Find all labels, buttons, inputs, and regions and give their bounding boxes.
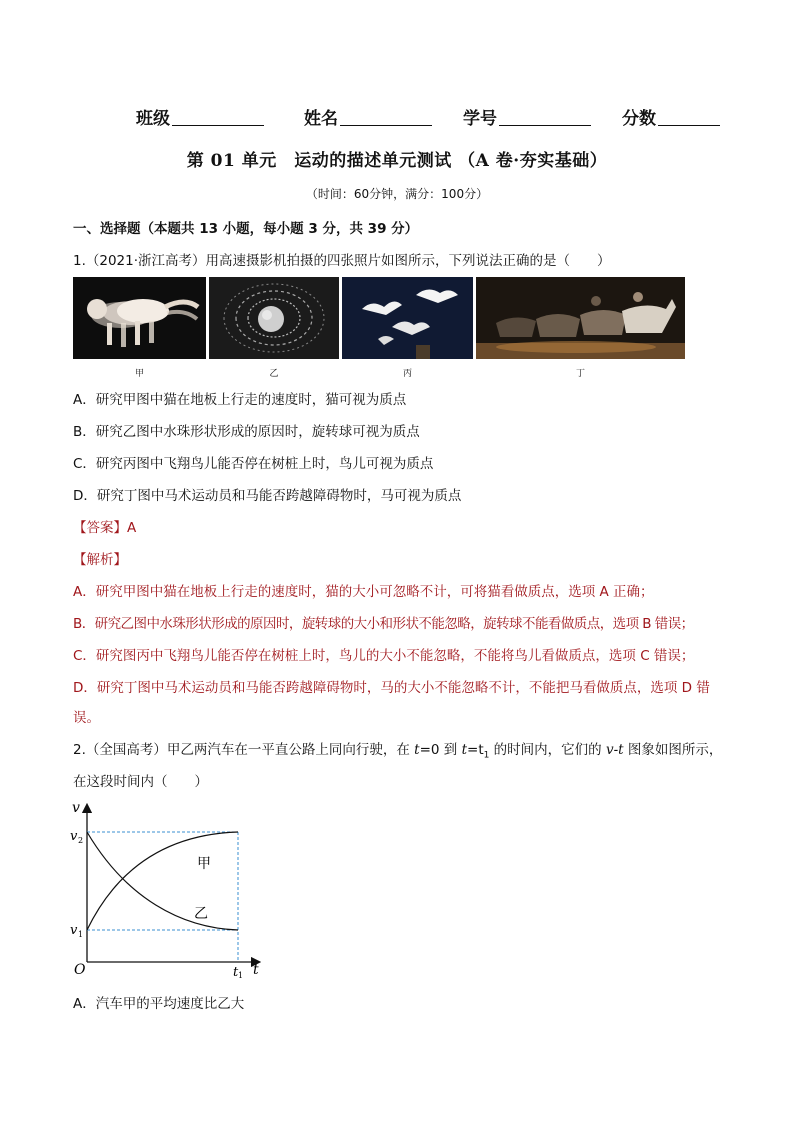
origin-label: O	[74, 962, 86, 978]
label-jia: 甲	[197, 856, 211, 872]
student-id-label: 学号	[463, 109, 497, 129]
q1-stem: 1.（2021·浙江高考）用高速摄影机拍摄的四张照片如图所示，下列说法正确的是（ ）	[73, 253, 611, 269]
q1-analysis-b: B．研究乙图中水珠形状形成的原因时，旋转球的大小和形状不能忽略，旋转球不能看做质点，选项 B 错误；	[73, 616, 694, 632]
v2-sub: 2	[78, 836, 84, 845]
q2-var-vt: v-t	[605, 742, 624, 758]
t1-label: t	[233, 965, 239, 978]
student-info-row	[136, 104, 736, 132]
caption-ding: 丁	[575, 369, 585, 379]
v2-label: v	[70, 829, 78, 844]
t1-sub: 1	[238, 971, 244, 978]
x-axis-label: t	[253, 962, 259, 978]
photo-birds	[342, 277, 473, 359]
class-field	[136, 104, 264, 129]
q1-analysis-a: A．研究甲图中猫在地板上行走的速度时，猫的大小可忽略不计，可将猫看做质点，选项 A 正确；	[73, 584, 654, 600]
spinning-ball-image	[209, 277, 339, 359]
photo-horse	[476, 277, 685, 359]
photo-cat	[73, 277, 206, 359]
class-label: 班级	[136, 109, 170, 129]
q2-stem-part1: 2.（全国高考）甲乙两汽车在一平直公路上同向行驶，在	[73, 742, 415, 758]
name-blank[interactable]	[340, 109, 432, 126]
vt-graph	[66, 798, 266, 978]
q2-var-t: t	[461, 742, 468, 758]
class-blank[interactable]	[172, 109, 264, 126]
q2-eq0: =0 到	[419, 742, 462, 758]
page-subtitle: （时间：60分钟，满分：100分）	[305, 187, 489, 201]
q1-option-d: D．研究丁图中马术运动员和马能否跨越障碍物时，马可视为质点	[73, 488, 462, 504]
q1-answer: 【答案】A	[73, 520, 137, 536]
caption-jia: 甲	[134, 369, 144, 379]
curve-jia	[87, 832, 238, 930]
q2-sub1: 1	[483, 750, 490, 761]
q1-option-b: B．研究乙图中水珠形状形成的原因时，旋转球可视为质点	[73, 424, 420, 440]
q1-analysis-heading: 【解析】	[73, 552, 127, 568]
label-yi: 乙	[194, 906, 208, 922]
q1-option-c: C．研究丙图中飞翔鸟儿能否停在树桩上时，鸟儿可视为质点	[73, 456, 434, 472]
q1-option-a: A．研究甲图中猫在地板上行走的速度时，猫可视为质点	[73, 392, 407, 408]
birds-image	[342, 277, 473, 359]
section-heading: 一、选择题（本题共 13 小题，每小题 3 分，共 39 分）	[73, 221, 419, 237]
score-blank[interactable]	[658, 109, 720, 126]
q2-stem-line2: 在这段时间内（ ）	[73, 774, 208, 790]
q2-option-a: A．汽车甲的平均速度比乙大	[73, 996, 245, 1012]
q2-stem-part2: 的时间内，它们的	[489, 742, 606, 758]
v1-sub: 1	[78, 930, 84, 939]
name-field	[304, 104, 432, 129]
v1-label: v	[70, 923, 78, 938]
caption-bing: 丙	[402, 369, 412, 379]
name-label: 姓名	[304, 109, 338, 129]
q2-stem-part3: 图象如图所示，	[623, 742, 723, 758]
y-axis-label: v	[72, 800, 80, 816]
caption-yi: 乙	[269, 369, 279, 379]
cat-image	[73, 277, 206, 359]
student-id-blank[interactable]	[499, 109, 591, 126]
q2-var-t0: t	[414, 742, 420, 758]
photo-spinning-ball	[209, 277, 339, 359]
curve-yi	[87, 832, 238, 930]
q2-stem	[73, 738, 722, 761]
student-id-field	[463, 104, 591, 129]
horse-image	[476, 277, 685, 359]
q1-analysis-c: C．研究图丙中飞翔鸟儿能否停在树桩上时，鸟儿的大小不能忽略，不能将鸟儿看做质点，选项 C 错误；	[73, 648, 695, 664]
q2-eq1: =t	[467, 742, 484, 758]
q1-analysis-d: D．研究丁图中马术运动员和马能否跨越障碍物时，马的大小不能忽略不计，不能把马看做质点，选项 D 错	[73, 680, 710, 696]
score-field	[622, 104, 720, 129]
page-title: 第 01 单元 运动的描述单元测试 （A 卷·夯实基础）	[186, 151, 608, 171]
score-label: 分数	[622, 109, 656, 129]
q1-analysis-d-cont: 误。	[73, 710, 100, 726]
